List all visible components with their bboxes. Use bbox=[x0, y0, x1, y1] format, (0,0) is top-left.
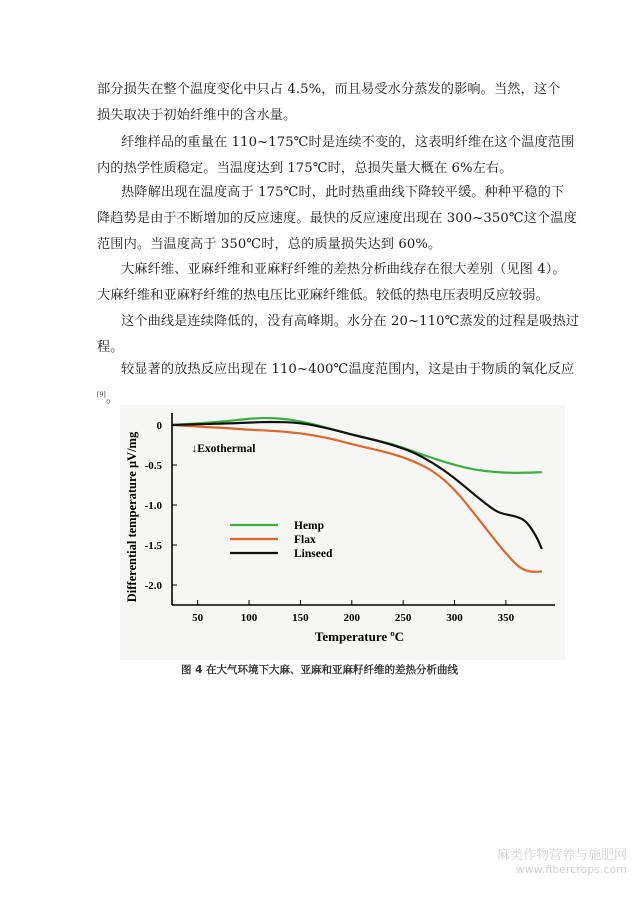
y-tick-label: -0.5 bbox=[144, 460, 162, 472]
paragraph-6-line-2: 。 bbox=[105, 391, 120, 407]
citation-ref: [9] bbox=[97, 392, 106, 399]
x-tick-label: 50 bbox=[192, 612, 204, 624]
y-tick-label: -2.0 bbox=[144, 580, 162, 592]
legend-label-hemp: Hemp bbox=[294, 520, 325, 532]
y-axis-label: Differential temperature μV/mg bbox=[125, 431, 139, 603]
paragraph-2-line-2: 内的热学性质稳定。当温度达到 175℃时，总损失量大概在 6%左右。 bbox=[97, 161, 513, 176]
paragraph-3-line-2: 降趋势是由于不断增加的反应速度。最快的反应速度出现在 300~350℃这个温度 bbox=[97, 211, 577, 226]
x-tick-label: 300 bbox=[446, 612, 463, 624]
y-tick-label: -1.5 bbox=[144, 540, 162, 552]
watermark-line-2: www.fibercrops.com bbox=[515, 863, 627, 876]
dta-chart-svg bbox=[120, 405, 565, 660]
paragraph-3-line-1: 热降解出现在温度高于 175℃时，此时热重曲线下降较平缓。种种平稳的下 bbox=[121, 185, 565, 200]
watermark-line-1: 麻类作物营养与施肥网 bbox=[496, 848, 627, 863]
paragraph-5-line-2: 程。 bbox=[97, 340, 124, 355]
paragraph-3 bbox=[97, 180, 577, 258]
paragraph-4-line-2: 大麻纤维和亚麻籽纤维的热电压比亚麻纤维低。较低的热电压表明反应较弱。 bbox=[97, 288, 549, 303]
paragraph-4 bbox=[97, 257, 571, 309]
figure-caption: 图 4 在大气环境下大麻、亚麻和亚麻籽纤维的差热分析曲线 bbox=[180, 664, 459, 676]
x-tick-label: 350 bbox=[497, 612, 515, 624]
paragraph-4-line-1: 大麻纤维、亚麻纤维和亚麻籽纤维的差热分析曲线存在很大差别（见图 4）。 bbox=[121, 262, 566, 277]
x-tick-label: 150 bbox=[292, 612, 309, 624]
paragraph-1-line-2: 损失取决于初始纤维中的含水量。 bbox=[97, 108, 297, 123]
x-tick-label: 250 bbox=[394, 612, 412, 624]
legend-label-linseed: Linseed bbox=[294, 548, 333, 560]
x-tick-label: 200 bbox=[343, 612, 361, 624]
dta-chart bbox=[120, 405, 565, 660]
exothermal-annotation: ↓Exothermal bbox=[191, 443, 256, 456]
watermark bbox=[497, 849, 627, 877]
y-tick-label: 0 bbox=[156, 420, 162, 432]
legend-label-flax: Flax bbox=[294, 534, 316, 546]
paragraph-2-line-1: 纤维样品的重量在 110~175℃时是连续不变的，这表明纤维在这个温度范围 bbox=[121, 135, 575, 150]
paragraph-2 bbox=[97, 130, 575, 182]
y-tick-label: -1.0 bbox=[144, 500, 162, 512]
paragraph-6-line-1: 较显著的放热反应出现在 110~400℃温度范围内，这是由于物质的氧化反应 bbox=[121, 362, 575, 377]
x-tick-label: 100 bbox=[240, 612, 258, 624]
paragraph-3-line-3: 范围内。当温度高于 350℃时，总的质量损失达到 60%。 bbox=[97, 237, 442, 252]
paragraph-1 bbox=[97, 77, 561, 129]
paragraph-5-line-1: 这个曲线是连续降低的，没有高峰期。水分在 20~110℃蒸发的过程是吸热过 bbox=[121, 314, 580, 329]
x-axis-label: Temperature ºC bbox=[314, 629, 405, 644]
paragraph-5 bbox=[97, 309, 580, 361]
paragraph-1-line-1: 部分损失在整个温度变化中只占 4.5%，而且易受水分蒸发的影响。当然，这个 bbox=[97, 82, 561, 97]
